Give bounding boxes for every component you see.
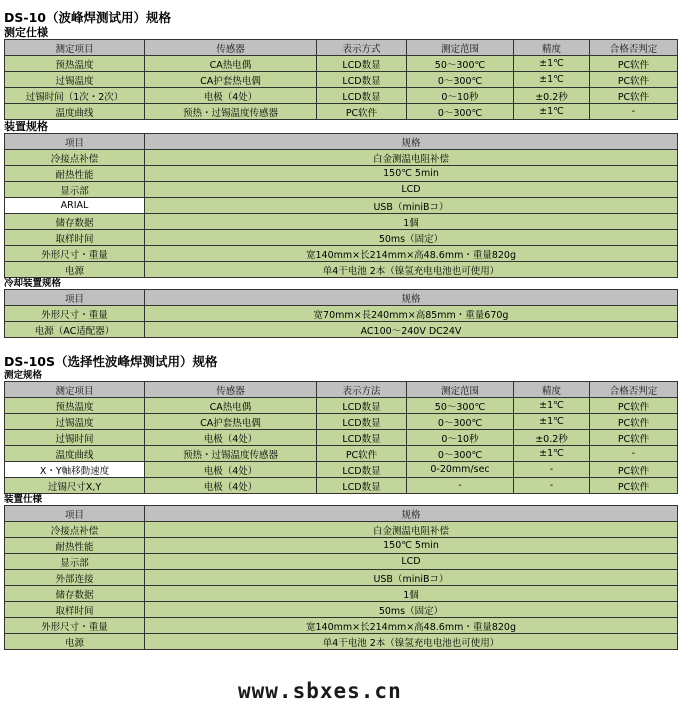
- table-cell: 储存数据: [5, 586, 145, 602]
- table-cell: LCD数显: [317, 478, 407, 494]
- table-row: [5, 618, 678, 634]
- table-cell: 0～300℃: [407, 414, 514, 430]
- table-cell: 电极（4处）: [145, 88, 317, 104]
- header-cell: 合格否判定: [590, 382, 678, 398]
- header-cell: 规格: [145, 134, 678, 150]
- table-cell: LCD数显: [317, 430, 407, 446]
- table-row: [5, 182, 678, 198]
- table-cell: 电极（4处）: [145, 478, 317, 494]
- header-cell: 测定范围: [407, 382, 514, 398]
- ds10-device-heading: 装置规格: [4, 120, 48, 133]
- table-cell: 冷接点补偿: [5, 150, 145, 166]
- table-cell: 宽140mm×长214mm×高48.6mm・重量820g: [145, 618, 678, 634]
- table-row: [5, 538, 678, 554]
- table-cell: 1個: [145, 214, 678, 230]
- table-cell: ±1℃: [514, 72, 590, 88]
- ds10s-device-header-row: [5, 506, 678, 522]
- table-row: [5, 322, 678, 338]
- table-cell: 过锡尺寸X,Y: [5, 478, 145, 494]
- table-cell: PC软件: [590, 72, 678, 88]
- header-cell: 合格否判定: [590, 40, 678, 56]
- table-cell: 宽140mm×长214mm×高48.6mm・重量820g: [145, 246, 678, 262]
- ds10-spec-header-row: [5, 40, 678, 56]
- table-cell: 耐热性能: [5, 538, 145, 554]
- table-row: [5, 462, 678, 478]
- header-cell: 规格: [145, 506, 678, 522]
- table-cell: 过锡温度: [5, 414, 145, 430]
- table-cell: 0～10秒: [407, 430, 514, 446]
- table-cell: 50～300℃: [407, 56, 514, 72]
- table-cell: 0-20mm/sec: [407, 462, 514, 478]
- table-cell: 50ms（固定）: [145, 602, 678, 618]
- table-cell: 取样时间: [5, 230, 145, 246]
- ds10-device-header-row: [5, 134, 678, 150]
- table-row: [5, 446, 678, 462]
- table-row: [5, 104, 678, 120]
- table-cell: 外形尺寸・重量: [5, 306, 145, 322]
- table-cell: 单4干电池 2本（镍氢充电电池也可使用）: [145, 634, 678, 650]
- ds10-spec-heading: 测定仕様: [4, 26, 48, 39]
- table-cell: -: [590, 446, 678, 462]
- table-cell: ±1℃: [514, 398, 590, 414]
- table-row: [5, 478, 678, 494]
- table-cell: 外部连接: [5, 570, 145, 586]
- header-cell: 测定项目: [5, 40, 145, 56]
- table-row: [5, 262, 678, 278]
- header-cell: 测定范围: [407, 40, 514, 56]
- table-cell: USB（miniBコ）: [145, 198, 678, 214]
- ds10s-device-table: [4, 505, 678, 650]
- header-cell: 传感器: [145, 40, 317, 56]
- table-cell: ARIAL: [5, 198, 145, 214]
- header-cell: 精度: [514, 382, 590, 398]
- table-cell: 0～300℃: [407, 446, 514, 462]
- table-cell: USB（miniBコ）: [145, 570, 678, 586]
- table-cell: 预热・过锡温度传感器: [145, 104, 317, 120]
- table-row: [5, 430, 678, 446]
- table-row: [5, 306, 678, 322]
- table-cell: 0～300℃: [407, 72, 514, 88]
- table-cell: -: [407, 478, 514, 494]
- table-cell: 储存数据: [5, 214, 145, 230]
- table-cell: -: [514, 462, 590, 478]
- table-cell: ±0.2秒: [514, 430, 590, 446]
- table-row: [5, 230, 678, 246]
- table-cell: LCD: [145, 554, 678, 570]
- table-cell: 冷接点补偿: [5, 522, 145, 538]
- table-cell: 显示部: [5, 554, 145, 570]
- table-cell: 耐热性能: [5, 166, 145, 182]
- table-row: [5, 398, 678, 414]
- table-cell: 白金测温电阻补偿: [145, 150, 678, 166]
- table-cell: 温度曲线: [5, 104, 145, 120]
- table-cell: LCD: [145, 182, 678, 198]
- table-cell: 预热温度: [5, 56, 145, 72]
- table-cell: 预热・过锡温度传感器: [145, 446, 317, 462]
- table-row: [5, 414, 678, 430]
- table-cell: 显示部: [5, 182, 145, 198]
- ds10s-device-heading: 装置仕様: [4, 494, 43, 505]
- table-row: [5, 586, 678, 602]
- table-cell: -: [590, 104, 678, 120]
- table-cell: PC软件: [590, 88, 678, 104]
- table-cell: ±1℃: [514, 446, 590, 462]
- table-cell: 过锡温度: [5, 72, 145, 88]
- table-cell: 宽70mm×長240mm×高85mm・重量670g: [145, 306, 678, 322]
- table-cell: 过锡时间: [5, 430, 145, 446]
- table-cell: 150℃ 5min: [145, 538, 678, 554]
- table-cell: CA护套热电偶: [145, 72, 317, 88]
- ds10-title: DS-10（波峰焊测试用）规格: [4, 10, 171, 25]
- table-cell: PC软件: [590, 462, 678, 478]
- table-cell: 0～300℃: [407, 104, 514, 120]
- table-cell: 电极（4处）: [145, 430, 317, 446]
- header-cell: 规格: [145, 290, 678, 306]
- table-row: [5, 88, 678, 104]
- table-cell: 温度曲线: [5, 446, 145, 462]
- table-cell: LCD数显: [317, 56, 407, 72]
- table-cell: 150℃ 5min: [145, 166, 678, 182]
- table-cell: 1個: [145, 586, 678, 602]
- table-row: [5, 570, 678, 586]
- page: [4, 0, 677, 650]
- table-cell: AC100～240V DC24V: [145, 322, 678, 338]
- table-cell: ±1℃: [514, 414, 590, 430]
- table-cell: PC软件: [590, 56, 678, 72]
- ds10-cooling-header-row: [5, 290, 678, 306]
- header-cell: 项目: [5, 134, 145, 150]
- table-cell: LCD数显: [317, 72, 407, 88]
- table-cell: LCD数显: [317, 462, 407, 478]
- table-row: [5, 166, 678, 182]
- table-cell: 电源（AC适配器）: [5, 322, 145, 338]
- table-cell: ±1℃: [514, 56, 590, 72]
- table-cell: 0～10秒: [407, 88, 514, 104]
- table-row: [5, 72, 678, 88]
- table-cell: PC软件: [317, 446, 407, 462]
- table-cell: PC软件: [590, 398, 678, 414]
- table-cell: ±1℃: [514, 104, 590, 120]
- table-cell: 单4干电池 2本（镍氢充电电池也可使用）: [145, 262, 678, 278]
- ds10s-spec-header-row: [5, 382, 678, 398]
- table-cell: 50～300℃: [407, 398, 514, 414]
- table-cell: -: [514, 478, 590, 494]
- ds10-cooling-table: [4, 289, 678, 338]
- table-cell: ±0.2秒: [514, 88, 590, 104]
- table-cell: LCD数显: [317, 88, 407, 104]
- table-row: [5, 198, 678, 214]
- table-cell: 取样时间: [5, 602, 145, 618]
- header-cell: 测定项目: [5, 382, 145, 398]
- table-row: [5, 602, 678, 618]
- header-cell: 项目: [5, 290, 145, 306]
- ds10s-title: DS-10S（选择性波峰焊测试用）规格: [4, 354, 218, 369]
- table-cell: CA热电偶: [145, 56, 317, 72]
- header-cell: 精度: [514, 40, 590, 56]
- header-cell: 传感器: [145, 382, 317, 398]
- table-cell: 预热温度: [5, 398, 145, 414]
- table-cell: 电极（4处）: [145, 462, 317, 478]
- table-cell: 电源: [5, 262, 145, 278]
- ds10s-spec-heading: 测定规格: [4, 370, 43, 381]
- table-cell: PC软件: [317, 104, 407, 120]
- table-cell: CA护套热电偶: [145, 414, 317, 430]
- table-cell: 外形尺寸・重量: [5, 246, 145, 262]
- header-cell: 项目: [5, 506, 145, 522]
- watermark-text: www.sbxes.cn: [238, 679, 402, 703]
- table-cell: LCD数显: [317, 398, 407, 414]
- table-cell: CA热电偶: [145, 398, 317, 414]
- table-row: [5, 150, 678, 166]
- table-cell: 过锡时间（1次・2次）: [5, 88, 145, 104]
- ds10-device-table: [4, 133, 678, 278]
- ds10-cooling-heading: 冷却装置规格: [4, 278, 62, 289]
- table-cell: PC软件: [590, 414, 678, 430]
- table-row: [5, 214, 678, 230]
- table-cell: PC软件: [590, 478, 678, 494]
- table-cell: PC软件: [590, 430, 678, 446]
- table-cell: X・Y軸移動速度: [5, 462, 145, 478]
- table-cell: 白金测温电阻补偿: [145, 522, 678, 538]
- header-cell: 表示方法: [317, 382, 407, 398]
- table-row: [5, 246, 678, 262]
- table-cell: LCD数显: [317, 414, 407, 430]
- table-row: [5, 522, 678, 538]
- table-row: [5, 554, 678, 570]
- table-cell: 电源: [5, 634, 145, 650]
- table-row: [5, 634, 678, 650]
- table-cell: 外形尺寸・重量: [5, 618, 145, 634]
- table-row: [5, 56, 678, 72]
- header-cell: 表示方式: [317, 40, 407, 56]
- table-cell: 50ms（固定）: [145, 230, 678, 246]
- ds10s-spec-table: [4, 381, 678, 494]
- ds10-spec-table: [4, 39, 678, 120]
